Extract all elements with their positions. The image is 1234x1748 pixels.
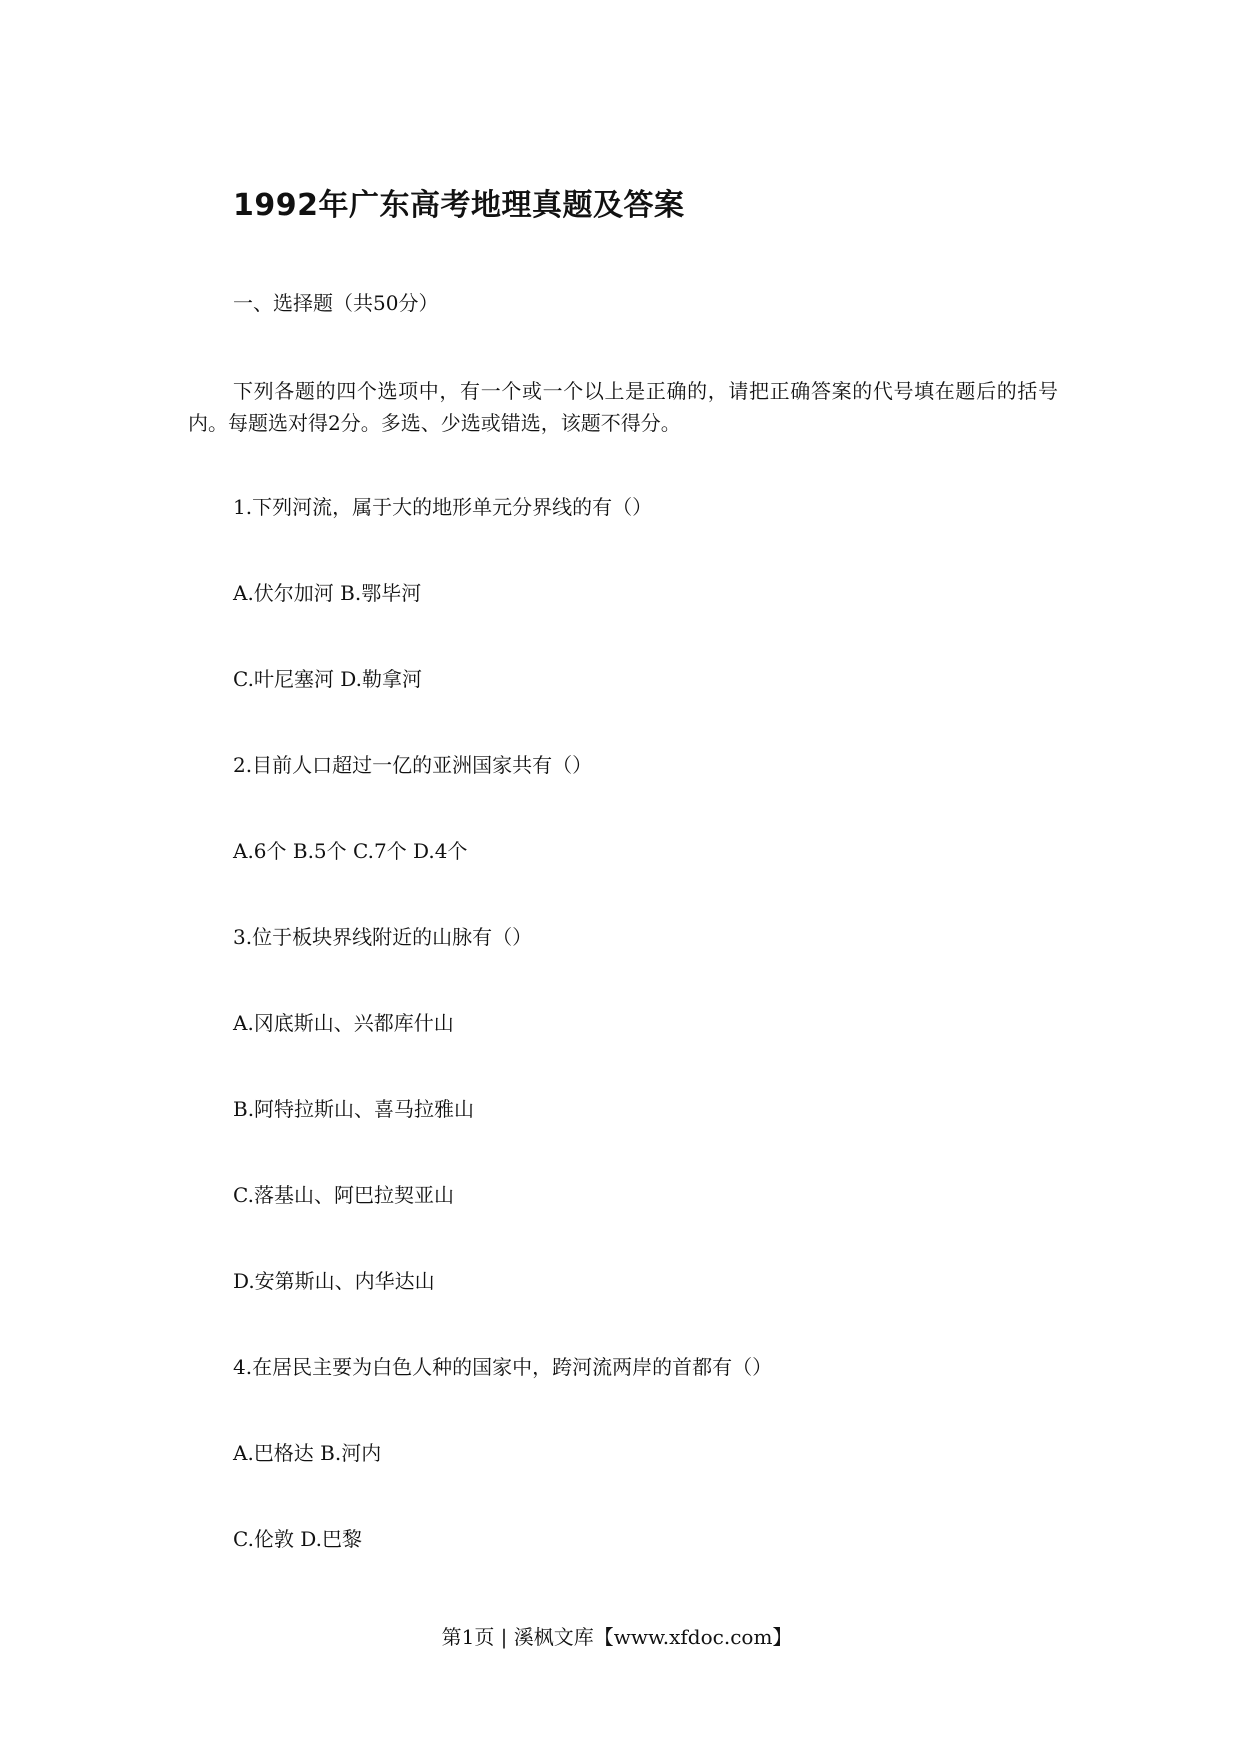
question-2-options: A.6个 B.5个 C.7个 D.4个 bbox=[233, 839, 468, 863]
question-1-options-cd: C.叶尼塞河 D.勒拿河 bbox=[233, 667, 422, 691]
document-title: 1992年广东高考地理真题及答案 bbox=[233, 188, 685, 223]
question-2: 2.目前人口超过一亿的亚洲国家共有（） bbox=[233, 753, 593, 777]
question-4-options-ab: A.巴格达 B.河内 bbox=[233, 1441, 382, 1465]
question-3-option-a: A.冈底斯山、兴都库什山 bbox=[233, 1011, 454, 1035]
question-1: 1.下列河流，属于大的地形单元分界线的有（） bbox=[233, 495, 653, 519]
page-footer: 第1页 | 溪枫文库【www.xfdoc.com】 bbox=[441, 1625, 793, 1649]
instructions-paragraph: 下列各题的四个选项中，有一个或一个以上是正确的，请把正确答案的代号填在题后的括号内。每题选对得2分。多选、少选或错选，该题不得分。 bbox=[188, 379, 1058, 435]
question-4: 4.在居民主要为白色人种的国家中，跨河流两岸的首都有（） bbox=[233, 1355, 773, 1379]
section-heading: 一、选择题（共50分） bbox=[233, 291, 439, 315]
question-3: 3.位于板块界线附近的山脉有（） bbox=[233, 925, 533, 949]
question-3-option-c: C.落基山、阿巴拉契亚山 bbox=[233, 1183, 454, 1207]
question-4-options-cd: C.伦敦 D.巴黎 bbox=[233, 1527, 362, 1551]
question-3-option-d: D.安第斯山、内华达山 bbox=[233, 1269, 435, 1293]
question-3-option-b: B.阿特拉斯山、喜马拉雅山 bbox=[233, 1097, 475, 1121]
question-1-options-ab: A.伏尔加河 B.鄂毕河 bbox=[233, 581, 422, 605]
